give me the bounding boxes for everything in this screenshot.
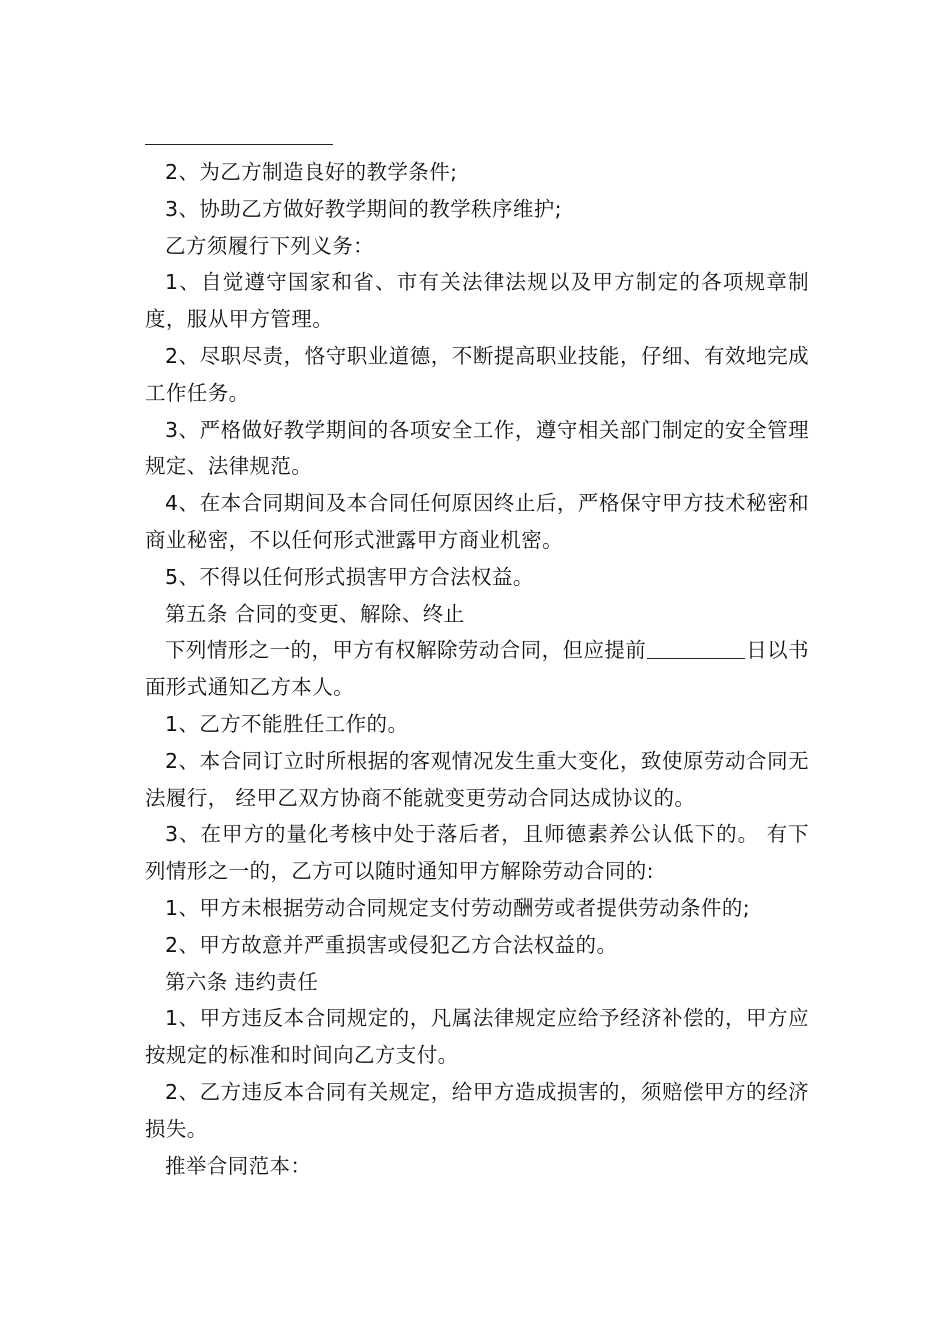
notice-days-blank — [647, 636, 745, 659]
clause-paragraph: 1、乙方不能胜任工作的。 — [165, 711, 409, 736]
clause-paragraph: 3、协助乙方做好教学期间的教学秩序维护; — [165, 196, 562, 221]
section-intro: 乙方须履行下列义务： — [165, 233, 374, 258]
closing-line: 推举合同范本： — [165, 1153, 312, 1178]
document-body — [145, 154, 809, 1184]
clause-paragraph: 1、甲方违反本合同规定的，凡属法律规定应给予经济补偿的，甲方应按规定的标准和时间向乙方支付。 — [145, 1006, 809, 1068]
top-blank-line — [145, 144, 333, 145]
clause-paragraph: 2、为乙方制造良好的教学条件; — [165, 160, 458, 184]
article-heading-6: 第六条 违约责任 — [165, 969, 319, 994]
clause-paragraph: 2、乙方违反本合同有关规定，给甲方造成损害的，须赔偿甲方的经济损失。 — [145, 1079, 809, 1141]
clause-paragraph: 3、在甲方的量化考核中处于落后者，且师德素养公认低下的。 有下列情形之一的，乙方可以随时通知甲方解除劳动合同的: — [145, 822, 809, 884]
clause-paragraph: 1、甲方未根据劳动合同规定支付劳动酬劳或者提供劳动条件的; — [165, 895, 751, 920]
clause-paragraph: 4、在本合同期间及本合同任何原因终止后，严格保守甲方技术秘密和商业秘密，不以任何形式泄露甲方商业机密。 — [145, 491, 809, 552]
clause-paragraph: 2、甲方故意并严重损害或侵犯乙方合法权益的。 — [165, 932, 618, 957]
notice-paragraph — [145, 632, 809, 706]
clause-paragraph: 2、本合同订立时所根据的客观情况发生重大变化，致使原劳动合同无法履行， 经甲乙双方协商不能就变更劳动合同达成协议的。 — [145, 748, 809, 810]
article-heading-5: 第五条 合同的变更、解除、终止 — [165, 601, 465, 626]
clause-paragraph: 1、自觉遵守国家和省、市有关法律法规以及甲方制定的各项规章制度，服从甲方管理。 — [145, 270, 809, 332]
clause-paragraph: 5、不得以任何形式损害甲方合法权益。 — [165, 564, 534, 589]
clause-paragraph: 2、尽职尽责，恪守职业道德，不断提高职业技能，仔细、有效地完成工作任务。 — [145, 343, 809, 405]
notice-text-after: 日以书面形式通知乙方本人。 — [145, 638, 810, 700]
clause-paragraph: 3、严格做好教学期间的各项安全工作，遵守相关部门制定的安全管理规定、法律规范。 — [145, 417, 809, 479]
notice-text-before: 下列情形之一的，甲方有权解除劳动合同，但应提前 — [165, 638, 647, 663]
